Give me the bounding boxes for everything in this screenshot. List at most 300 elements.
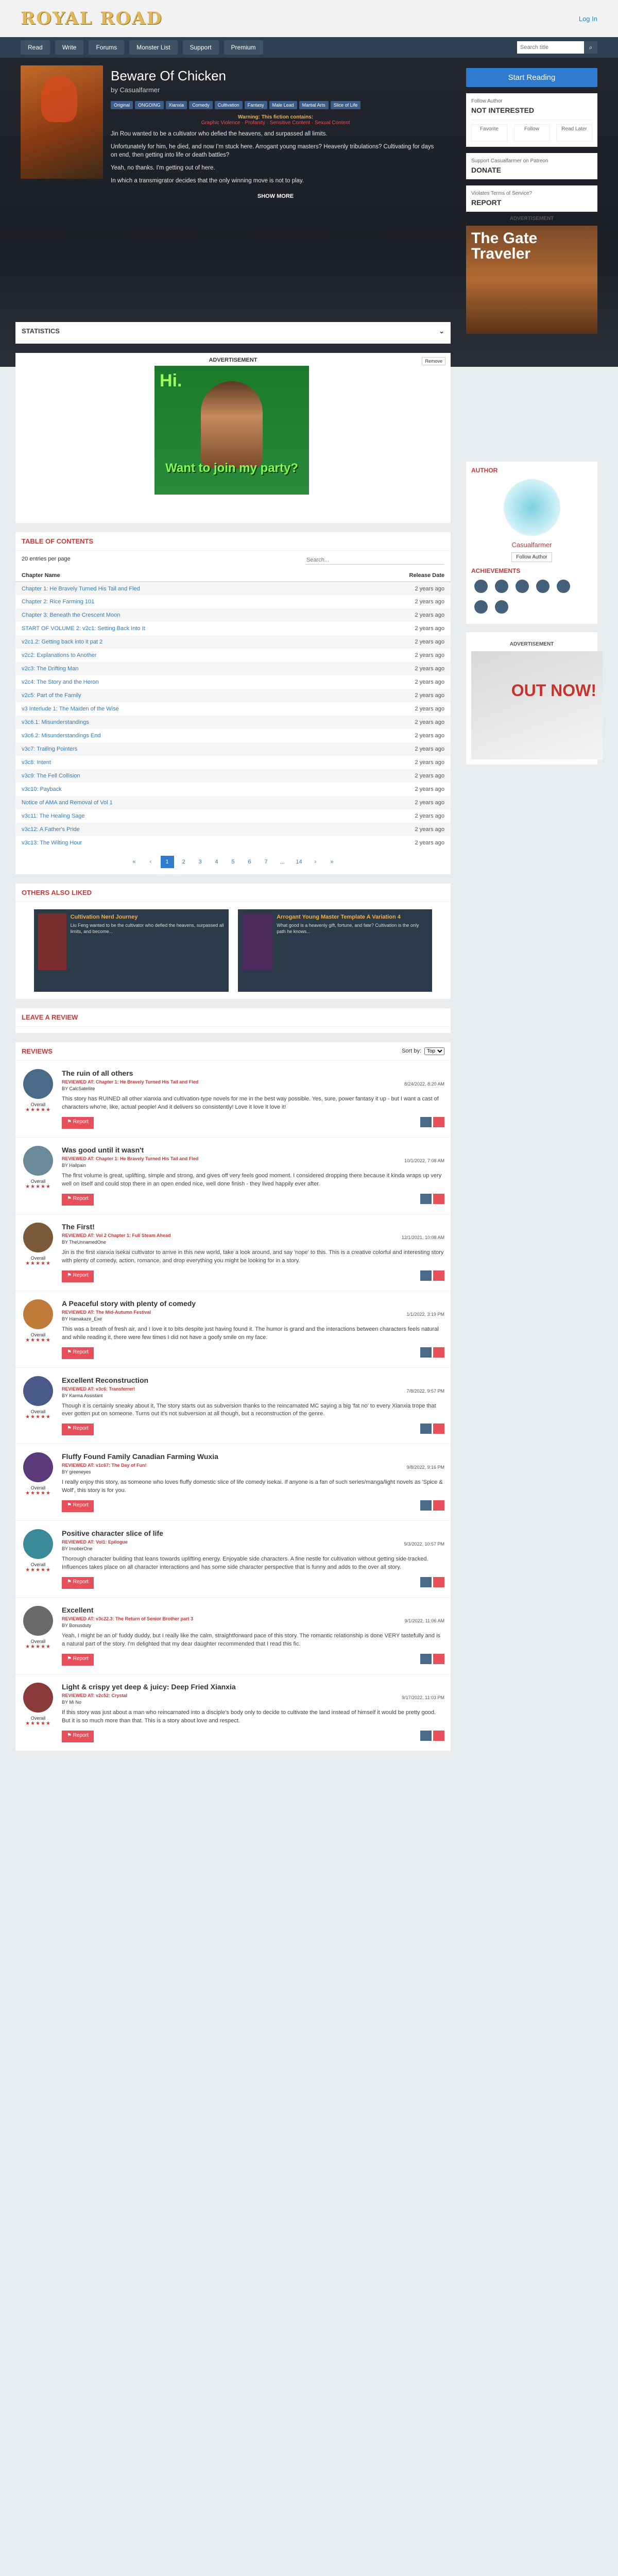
review-title: Fluffy Found Family Canadian Farming Wuxia xyxy=(62,1452,218,1461)
chapter-link[interactable]: v3c10: Payback xyxy=(22,786,62,792)
reviewed-at[interactable]: REVIEWED AT: Vol 2 Chapter 1: Full Steam Ahead xyxy=(62,1232,171,1238)
review-date: 1/1/2022, 3:19 PM xyxy=(406,1311,444,1317)
page-3[interactable]: 3 xyxy=(198,859,202,865)
rating-stars: ★★★★★ xyxy=(25,1337,51,1343)
review xyxy=(15,1291,451,1368)
tag[interactable]: Slice of Life xyxy=(331,101,361,109)
chapter-date: 2 years ago xyxy=(415,733,444,739)
report-label: Report xyxy=(73,1426,89,1432)
ad-join-text: Want to join my party? xyxy=(165,461,298,475)
reviewer-avatar[interactable] xyxy=(23,1223,53,1252)
share-icon[interactable] xyxy=(420,1117,432,1127)
also-liked-heading: OTHERS ALSO LIKED xyxy=(22,889,92,896)
tag[interactable]: Comedy xyxy=(189,101,213,109)
tag[interactable]: Cultivation xyxy=(215,101,243,109)
heart-icon[interactable] xyxy=(433,1117,444,1127)
tag[interactable]: Male Lead xyxy=(269,101,297,109)
flag-icon: ⚑ xyxy=(67,1349,73,1355)
nav-forums[interactable]: Forums xyxy=(89,40,124,55)
reviews-panel xyxy=(15,1042,451,1751)
card-cover xyxy=(38,913,66,970)
table-of-contents xyxy=(15,532,451,874)
reviewer-avatar[interactable] xyxy=(23,1299,53,1329)
nav-read[interactable]: Read xyxy=(21,40,50,55)
read-later-button[interactable]: Read Later xyxy=(556,124,592,142)
reviewed-at[interactable]: REVIEWED AT: v3c6: Transferrer! xyxy=(62,1386,135,1392)
reviewed-at[interactable]: REVIEWED AT: The Mid-Autumn Festival xyxy=(62,1309,151,1315)
report-review-button[interactable] xyxy=(62,1500,94,1512)
not-interested-button[interactable]: NOT INTERESTED xyxy=(471,106,535,114)
reviewed-at[interactable]: REVIEWED AT: Vol1: Epilogue xyxy=(62,1539,128,1545)
show-more-button[interactable]: SHOW MORE xyxy=(257,193,294,200)
chapter-table xyxy=(15,570,451,850)
donate-button[interactable]: DONATE xyxy=(471,166,502,174)
review xyxy=(15,1444,451,1521)
review-text: Though it is certainly sneaky about it, The story starts out as subversion thanks to the reincarnated MC saying a big 'fat no' to every Xianxia trope that ever gotten put on someone. Turns out it's not subversion at all though, but a reconstruction of the genre. xyxy=(62,1402,436,1417)
warning-title: Warning: This fiction contains: xyxy=(237,114,314,120)
reviewer-avatar[interactable] xyxy=(23,1683,53,1713)
reviewer-name[interactable]: BY Mi No xyxy=(62,1700,81,1705)
chapter-row[interactable] xyxy=(15,595,451,608)
review-date: 9/1/2022, 11:06 AM xyxy=(404,1618,444,1624)
chapter-link[interactable]: v3c12: A Father's Pride xyxy=(22,826,80,833)
chapter-row[interactable] xyxy=(15,756,451,769)
desc-paragraph: In which a transmigrator decides that the only winning move is not to play. xyxy=(111,177,304,184)
chapter-link[interactable]: v2c4: The Story and the Heron xyxy=(22,679,99,685)
review-title: Excellent xyxy=(62,1606,94,1615)
chapter-row[interactable] xyxy=(15,675,451,689)
chapter-date: 2 years ago xyxy=(379,823,451,836)
achievement-icon[interactable] xyxy=(474,580,488,593)
chapter-row[interactable] xyxy=(15,582,451,595)
chapter-link[interactable]: v3c13: The Wilting Hour xyxy=(22,840,82,846)
flag-icon: ⚑ xyxy=(67,1656,73,1662)
achievement-list xyxy=(471,574,592,619)
review xyxy=(15,1521,451,1598)
chapter-row[interactable] xyxy=(15,622,451,635)
main-content xyxy=(15,322,451,1760)
ad-character-image xyxy=(201,381,263,469)
follow-box xyxy=(466,93,597,147)
ad-label: ADVERTISEMENT xyxy=(509,216,554,222)
chapter-row[interactable] xyxy=(15,689,451,702)
login-link[interactable]: Log In xyxy=(578,14,597,23)
flag-icon: ⚑ xyxy=(67,1502,73,1509)
review-text: Yeah, I might be an ol' fuddy duddy, but I really like the calm, straightforward pace of this story. The romantic relationship is done VERY tastefully and is a natural part of the story. I'm delighted that my dear daughter recommended that I read this fic. xyxy=(62,1633,441,1648)
flag-icon: ⚑ xyxy=(67,1272,73,1278)
report-label: Report xyxy=(73,1195,89,1201)
ad-headline: OUT NOW! xyxy=(511,681,596,700)
chapter-date: 2 years ago xyxy=(415,840,444,846)
report-fiction-button[interactable]: REPORT xyxy=(471,198,502,207)
page-4[interactable]: 4 xyxy=(215,859,218,865)
reviewer-avatar[interactable] xyxy=(23,1069,53,1099)
chapter-link[interactable]: v3c11: The Healing Sage xyxy=(22,813,85,819)
remove-ad-button[interactable]: Remove xyxy=(422,357,445,365)
others-also-liked xyxy=(15,884,451,999)
reviewed-at[interactable]: REVIEWED AT: Chapter 1: He Bravely Turned His Tail and Fled xyxy=(62,1079,199,1084)
flag-icon: ⚑ xyxy=(67,1579,73,1585)
review-text: Thorough character building that leans towards uplifting energy. Enjoyable side characters. A fine nestle for cultivation without getting side-tracked. Influences takes place on all character interactions and has some side character perspective that is funny and adds to the over all story. xyxy=(62,1556,428,1571)
page-first[interactable]: « xyxy=(132,859,136,865)
report-label: Report xyxy=(73,1118,89,1125)
page-14[interactable]: 14 xyxy=(296,859,302,865)
chapter-date: 2 years ago xyxy=(379,796,451,809)
report-box xyxy=(466,185,597,212)
chapter-date: 2 years ago xyxy=(379,635,451,649)
review-title: Was good until it wasn't xyxy=(62,1145,144,1154)
report-label: Report xyxy=(73,1732,89,1738)
report-review-button[interactable] xyxy=(62,1731,94,1742)
nav-support[interactable]: Support xyxy=(183,40,219,55)
overall-label: Overall xyxy=(30,1409,46,1414)
sidebar xyxy=(466,68,597,334)
ad-label: ADVERTISEMENT xyxy=(509,641,554,647)
rating-stars: ★★★★★ xyxy=(25,1183,51,1190)
chapter-link[interactable]: v3 Interlude 1: The Maiden of the Wise xyxy=(22,706,119,712)
chapter-link[interactable]: Chapter 1: He Bravely Turned His Tail and Fled xyxy=(22,585,140,592)
review-title: A Peaceful story with plenty of comedy xyxy=(62,1299,196,1308)
report-label: Report xyxy=(73,1272,89,1278)
review-text: The first volume is great, uplifting, simple and strong, and gives off very feels good moment. I considered dropping there because it kinda wraps up very well on itself and could stop there in an open ended nice, well done finish - they lived happily ever after. xyxy=(62,1172,442,1187)
chapter-row[interactable] xyxy=(15,702,451,716)
heart-icon[interactable] xyxy=(433,1423,444,1434)
ad-headline: The Gate Traveler xyxy=(471,230,538,262)
share-icon[interactable] xyxy=(420,1500,432,1511)
page-ellipsis: ... xyxy=(280,859,285,865)
rating-stars: ★★★★★ xyxy=(25,1721,51,1726)
overall-label: Overall xyxy=(30,1639,46,1645)
chapter-date: 2 years ago xyxy=(379,769,451,783)
card-title[interactable]: Cultivation Nerd Journey xyxy=(70,914,138,920)
cover-image xyxy=(21,65,103,179)
chapter-link[interactable]: v3c6.2: Misunderstandings End xyxy=(22,733,101,739)
chapter-row[interactable] xyxy=(15,783,451,796)
chapter-row[interactable] xyxy=(15,716,451,729)
rating-stars: ★★★★★ xyxy=(25,1414,51,1420)
tag[interactable]: Fantasy xyxy=(245,101,267,109)
content-warning xyxy=(111,114,440,126)
achievement-icon[interactable] xyxy=(474,600,488,614)
entries-per-page[interactable]: 20 entries per page xyxy=(22,556,71,562)
review xyxy=(15,1061,451,1138)
chapter-date: 2 years ago xyxy=(379,662,451,675)
overall-label: Overall xyxy=(30,1255,46,1261)
chapter-date: 2 years ago xyxy=(379,716,451,729)
follow-button[interactable]: Follow xyxy=(514,124,550,142)
reviewed-at[interactable]: REVIEWED AT: v2c52: Crystal xyxy=(62,1693,128,1698)
heart-icon[interactable] xyxy=(433,1347,444,1358)
reviewed-at[interactable]: REVIEWED AT: v3c22.3: The Return of Senior Brother part 3 xyxy=(62,1616,194,1622)
reviewer-name[interactable]: BY Karma Assistant xyxy=(62,1393,103,1398)
review-date: 9/8/2022, 9:16 PM xyxy=(406,1465,444,1470)
report-label: Report xyxy=(73,1502,89,1509)
toc-heading: TABLE OF CONTENTS xyxy=(22,537,94,545)
nav-search-input[interactable] xyxy=(517,41,584,54)
ad-image[interactable] xyxy=(471,651,603,759)
share-icon[interactable] xyxy=(420,1654,432,1664)
recommendation-card[interactable] xyxy=(238,909,433,992)
author-box xyxy=(466,462,597,624)
chapter-row[interactable] xyxy=(15,769,451,783)
review-title: Positive character slice of life xyxy=(62,1529,163,1538)
donate-hint: Support Casualfarmer on Patreon xyxy=(471,158,548,164)
sidebar-ad[interactable] xyxy=(466,226,597,334)
follow-label: Follow Author xyxy=(471,98,503,104)
chapter-date: 2 years ago xyxy=(415,652,444,658)
tag[interactable]: Martial Arts xyxy=(299,101,329,109)
tag[interactable]: ONGOING xyxy=(135,101,164,109)
chapter-date: 2 years ago xyxy=(415,813,444,819)
overall-label: Overall xyxy=(30,1178,46,1184)
chapter-row[interactable] xyxy=(15,729,451,742)
chapter-row[interactable] xyxy=(15,836,451,850)
chapter-link[interactable]: v3c8: Intent xyxy=(22,759,51,766)
nav-monster-list[interactable]: Monster List xyxy=(129,40,177,55)
review-text: Jin is the first xianxia isekai cultivator to arrive in this new world, take a look around, and say 'nope' to this. This is a creative colorful and interesting story with plenty of comedy, action, romance, and drop everything you might be looking for in a story. xyxy=(62,1249,444,1264)
chapter-link[interactable]: v2c2: Explanations to Another xyxy=(22,652,97,658)
reviewer-name[interactable]: BY CalcSatellite xyxy=(62,1086,95,1091)
achievement-icon[interactable] xyxy=(495,580,508,593)
achievement-icon[interactable] xyxy=(557,580,570,593)
heart-icon[interactable] xyxy=(433,1500,444,1511)
rating-stars: ★★★★★ xyxy=(25,1567,51,1573)
leave-review-panel xyxy=(15,1008,451,1033)
flag-icon: ⚑ xyxy=(67,1732,73,1738)
chapter-link[interactable]: START OF VOLUME 2: v2c1: Setting Back Into It xyxy=(22,625,145,632)
review-text: This was a breath of fresh air, and I love it to bits despite just having found it. The humor is grand and the interactions between characters feels natural and while reading it, there were few times I did not have a goofy smile on my face. xyxy=(62,1326,439,1341)
share-icon[interactable] xyxy=(420,1423,432,1434)
recommendation-card[interactable] xyxy=(34,909,229,992)
search-icon[interactable]: ⌕ xyxy=(584,41,597,54)
ad-image[interactable] xyxy=(154,366,309,495)
rating-stars: ★★★★★ xyxy=(25,1107,51,1113)
statistics-heading: STATISTICS xyxy=(22,327,60,335)
review-date: 9/3/2022, 10:57 PM xyxy=(404,1541,444,1547)
chapter-link[interactable]: Notice of AMA and Removal of Vol 1 xyxy=(22,800,113,806)
ad-panel xyxy=(15,353,451,523)
heart-icon[interactable] xyxy=(433,1731,444,1741)
favorite-button[interactable]: Favorite xyxy=(471,124,507,142)
achievement-icon[interactable] xyxy=(516,580,529,593)
chapter-row[interactable] xyxy=(15,662,451,675)
chapter-row[interactable] xyxy=(15,635,451,649)
chapter-link[interactable]: v3c6.1: Misunderstandings xyxy=(22,719,89,725)
page-2[interactable]: 2 xyxy=(182,859,185,865)
review-date: 8/24/2022, 8:20 AM xyxy=(404,1081,444,1087)
card-title[interactable]: Arrogant Young Master Template A Variation 4 xyxy=(277,914,401,920)
report-label: Report xyxy=(73,1656,89,1662)
author-name[interactable]: Casualfarmer xyxy=(511,541,552,549)
desc-paragraph: Yeah, no thanks. I'm getting out of here. xyxy=(111,165,215,172)
report-review-button[interactable] xyxy=(62,1270,94,1282)
heart-icon[interactable] xyxy=(433,1194,444,1204)
reviewer-avatar[interactable] xyxy=(23,1376,53,1406)
fiction-title: Beware Of Chicken xyxy=(111,68,226,83)
chapter-date: 2 years ago xyxy=(379,582,451,595)
chapter-row[interactable] xyxy=(15,608,451,622)
chapter-link[interactable]: v2c3: The Drifting Man xyxy=(22,666,79,672)
heart-icon[interactable] xyxy=(433,1654,444,1664)
card-cover xyxy=(242,913,273,970)
report-review-button[interactable] xyxy=(62,1347,94,1359)
report-review-button[interactable] xyxy=(62,1654,94,1666)
review-title: Light & crispy yet deep & juicy: Deep Fried Xianxia xyxy=(62,1683,236,1691)
donate-box xyxy=(466,153,597,179)
heart-icon[interactable] xyxy=(433,1270,444,1281)
review xyxy=(15,1214,451,1291)
report-label: Report xyxy=(73,1579,89,1585)
reviewer-name[interactable]: BY Hamakaze_Exe xyxy=(62,1316,102,1321)
chapter-row[interactable] xyxy=(15,742,451,756)
author-avatar[interactable] xyxy=(504,479,560,536)
page-last[interactable]: » xyxy=(330,859,334,865)
sidebar-ad-2 xyxy=(466,632,597,765)
review-title: The First! xyxy=(62,1222,95,1231)
chapter-date: 2 years ago xyxy=(415,679,444,685)
page-1[interactable]: 1 xyxy=(161,856,174,868)
page-7[interactable]: 7 xyxy=(264,859,268,865)
reviewer-avatar[interactable] xyxy=(23,1452,53,1482)
page-5[interactable]: 5 xyxy=(231,859,235,865)
chapter-row[interactable] xyxy=(15,649,451,662)
report-label: Report xyxy=(73,1349,89,1355)
top-bar xyxy=(0,0,618,37)
achievement-icon[interactable] xyxy=(536,580,550,593)
review-date: 9/17/2022, 11:03 PM xyxy=(402,1695,444,1700)
review-text: If this story was just about a man who reincarnated into a disciple's body only to decide to cultivate the land instead of himself it would be pretty good. But it is so much more than that. This is a story about love and respect. xyxy=(62,1709,436,1724)
chapter-date: 2 years ago xyxy=(415,599,444,605)
review-text: This story has RUINED all other xianxia and cultivation-type novels for me in the best way possible. Yes, sure, power fantasy it up - but I want a cast of characters who're, like, actual people! And it delivers so consistently! Love it love it love it! xyxy=(62,1096,439,1110)
share-icon[interactable] xyxy=(420,1347,432,1358)
fiction-description xyxy=(111,130,440,185)
chapter-row[interactable] xyxy=(15,823,451,836)
page-6[interactable]: 6 xyxy=(248,859,251,865)
reviewer-avatar[interactable] xyxy=(23,1606,53,1636)
nav-premium[interactable]: Premium xyxy=(224,40,263,55)
tag[interactable]: Original xyxy=(111,101,133,109)
chapter-date: 2 years ago xyxy=(415,786,444,792)
warning-items: Graphic Violence · Profanity · Sensitive Content · Sexual Content xyxy=(201,120,350,126)
report-review-button[interactable] xyxy=(62,1423,94,1435)
flag-icon: ⚑ xyxy=(67,1118,73,1125)
flag-icon: ⚑ xyxy=(67,1195,73,1201)
reviewer-name[interactable]: BY greeneyes xyxy=(62,1469,91,1475)
nav-write[interactable]: Write xyxy=(55,40,84,55)
desc-paragraph: Jin Rou wanted to be a cultivator who defied the heavens, and surpassed all limits. xyxy=(111,131,328,137)
toc-search-input[interactable] xyxy=(305,556,444,565)
chapter-date: 2 years ago xyxy=(379,608,451,622)
rating-stars: ★★★★★ xyxy=(25,1644,51,1650)
report-review-button[interactable] xyxy=(62,1194,94,1206)
sort-select[interactable] xyxy=(424,1047,444,1055)
author-heading: AUTHOR xyxy=(471,467,498,474)
sort-label: Sort by: xyxy=(402,1048,421,1054)
chapter-link[interactable]: Chapter 2: Rice Farming 101 xyxy=(22,599,95,605)
achievement-icon[interactable] xyxy=(495,600,508,614)
follow-author-button[interactable]: Follow Author xyxy=(511,552,552,562)
chapter-link[interactable]: v3c9: The Fell Collision xyxy=(22,773,80,779)
start-reading-button[interactable]: Start Reading xyxy=(466,68,597,87)
page-prev[interactable]: ‹ xyxy=(149,859,152,865)
report-review-button[interactable] xyxy=(62,1117,94,1129)
overall-label: Overall xyxy=(30,1332,46,1337)
ad-label: ADVERTISEMENT xyxy=(209,357,258,363)
right-column xyxy=(466,453,597,765)
review-title: The ruin of all others xyxy=(62,1069,133,1077)
overall-label: Overall xyxy=(30,1485,46,1491)
flag-icon: ⚑ xyxy=(67,1426,73,1432)
site-logo[interactable]: ROYAL ROAD xyxy=(21,8,163,29)
heart-icon[interactable] xyxy=(433,1577,444,1587)
review xyxy=(15,1598,451,1674)
reviewed-at[interactable]: REVIEWED AT: v1c67: The Day of Fun! xyxy=(62,1463,147,1468)
card-text: What good is a heavenly gift, fortune, and fate? Cultivation is the only path he knows... xyxy=(277,923,419,934)
card-text: Liu Feng wanted to be the cultivator who defied the heavens, surpassed all limits, and become... xyxy=(70,923,224,934)
share-icon[interactable] xyxy=(420,1577,432,1587)
review-date: 12/1/2021, 10:08 AM xyxy=(401,1234,444,1240)
leave-review-heading[interactable]: LEAVE A REVIEW xyxy=(22,1013,78,1021)
reviews-heading: REVIEWS xyxy=(22,1047,53,1055)
chapter-row[interactable] xyxy=(15,809,451,823)
reviewer-name[interactable]: BY Bonusduty xyxy=(62,1623,91,1629)
ad-hi-text: Hi. xyxy=(160,371,182,391)
statistics-panel[interactable] xyxy=(15,322,451,344)
chapter-date: 2 years ago xyxy=(379,742,451,756)
chapter-date: 2 years ago xyxy=(415,706,444,712)
fiction-header xyxy=(0,58,618,367)
fiction-author[interactable]: by Casualfarmer xyxy=(111,86,160,94)
col-release-date[interactable]: Release Date xyxy=(379,570,451,582)
chapter-date: 2 years ago xyxy=(415,625,444,632)
overall-label: Overall xyxy=(30,1102,46,1107)
main-nav xyxy=(0,37,618,58)
pagination xyxy=(15,850,451,874)
chapter-date: 2 years ago xyxy=(379,689,451,702)
overall-label: Overall xyxy=(30,1562,46,1568)
share-icon[interactable] xyxy=(420,1194,432,1204)
chapter-link[interactable]: Chapter 3: Beneath the Crescent Moon xyxy=(22,612,121,618)
tag-list xyxy=(111,101,440,109)
report-review-button[interactable] xyxy=(62,1577,94,1589)
share-icon[interactable] xyxy=(420,1731,432,1741)
chapter-link[interactable]: v2c5: Part of the Family xyxy=(22,692,81,699)
rating-stars: ★★★★★ xyxy=(25,1490,51,1497)
reviewer-avatar[interactable] xyxy=(23,1529,53,1559)
reviewer-name[interactable]: BY ImoberOne xyxy=(62,1546,93,1552)
chapter-link[interactable]: v3c7: Trailing Pointers xyxy=(22,746,78,752)
reviewed-at[interactable]: REVIEWED AT: Chapter 1: He Bravely Turned His Tail and Fled xyxy=(62,1156,199,1161)
reviewer-name[interactable]: BY TheUnnamedOne xyxy=(62,1239,106,1245)
rating-stars: ★★★★★ xyxy=(25,1260,51,1266)
tag[interactable]: Xianxia xyxy=(166,101,187,109)
chapter-link[interactable]: v2c1.2: Getting back into it pat 2 xyxy=(22,639,103,645)
share-icon[interactable] xyxy=(420,1270,432,1281)
chevron-down-icon[interactable]: ⌄ xyxy=(439,327,444,335)
review xyxy=(15,1368,451,1445)
chapter-row[interactable] xyxy=(15,796,451,809)
reviewer-name[interactable]: BY Hallpain xyxy=(62,1162,86,1168)
review-date: 7/8/2022, 9:57 PM xyxy=(406,1388,444,1394)
reviewer-avatar[interactable] xyxy=(23,1146,53,1176)
review-date: 10/1/2022, 7:08 AM xyxy=(404,1158,444,1163)
page-next[interactable]: › xyxy=(314,859,317,865)
review xyxy=(15,1674,451,1751)
achievements-heading: ACHIEVEMENTS xyxy=(471,567,521,574)
overall-label: Overall xyxy=(30,1716,46,1721)
col-chapter-name[interactable]: Chapter Name xyxy=(15,570,379,582)
report-hint: Violates Terms of Service? xyxy=(471,191,533,196)
